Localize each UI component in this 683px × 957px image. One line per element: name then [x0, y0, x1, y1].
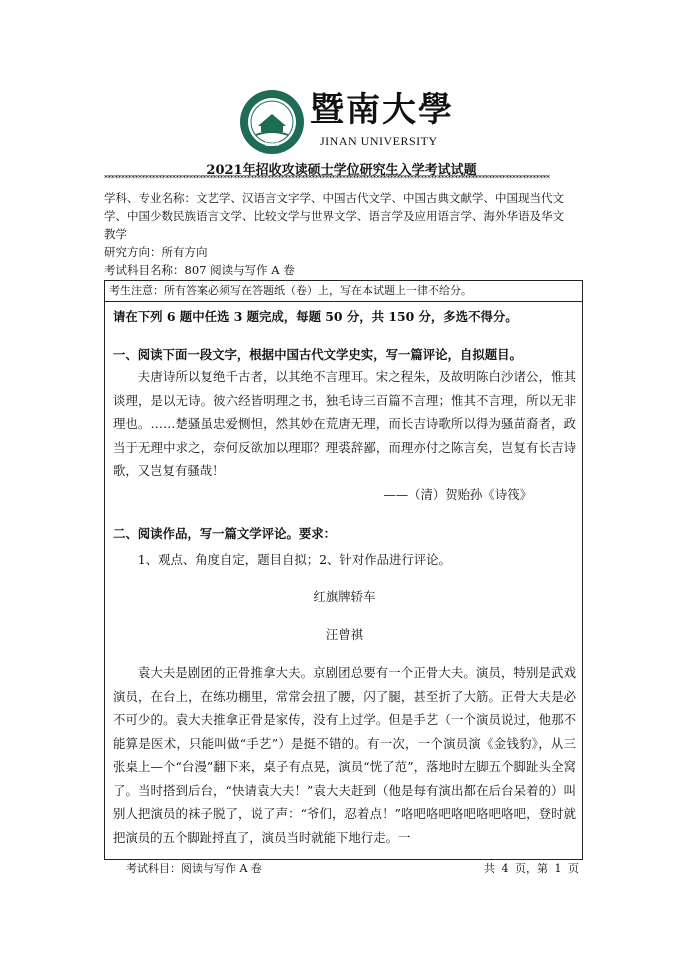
majors-line-1: 学科、专业名称：文艺学、汉语言文字学、中国古代文学、中国古典文献学、中国现当代文 — [104, 191, 564, 205]
exam-meta — [104, 189, 584, 279]
work-text: 袁大夫是剧团的正骨推拿大夫。京剧团总要有一个正骨大夫。演员，特别是武戏演员，在台上，在练功棚里，常常会扭了腰，闪了腿，甚至折了大筋。正骨大夫是必不可少的。袁大夫推拿正骨是家传，没有上过学。但是手艺（一个演员说过，他那不能算是医术，只能叫做“手艺”）是挺不错的。有一次，一个演员演《金钱豹》，从三张桌上—个“台漫”翻下来，桌子有点晃，演员“恍了范”，落地时左脚五个脚趾头全窝了。当时搭到后台，“快请袁大夫！”袁大夫赶到（他是每有演出都在后台呆着的）叫别人把演员的袜子脱了，说了声：“爷们，忍着点！”咯吧咯吧咯吧咯吧咯吧，登时就把演员的五个脚趾捋直了，演员当时就能下地行走。一 — [113, 665, 576, 845]
question-2-requirements: 1、观点、角度自定，题目自拟；2、针对作品进行评论。 — [137, 551, 451, 567]
instructions: 请在下列 6 题中任选 3 题完成，每题 50 分，共 150 分，多选不得分。 — [113, 309, 518, 324]
question-1-passage: 夫唐诗所以复绝千古者，以其绝不言理耳。宋之程朱，及故明陈白沙诸公，惟其谈理，是以无诗。彼六经皆明理之书，独毛诗三百篇不言理；惟其不言理，所以无非理也。……楚骚虽忠爱恻怛，然其妙在荒唐无理，而长吉诗歌所以得为骚苗裔者，政当于无理中求之，奈何反欲加以理耶？理裘辞鄙，而理亦付之陈言矣，岂复有长吉诗歌，又岂复有骚哉！ — [113, 369, 576, 478]
candidate-notice: 考生注意：所有答案必须写在答题纸（卷）上，写在本试题上一律不给分。 — [105, 281, 582, 302]
work-author: 汪曾祺 — [325, 627, 364, 642]
question-1-heading: 一、阅读下面一段文字，根据中国古代文学史实，写一篇评论，自拟题目。 — [113, 347, 522, 362]
question-2-heading: 二、阅读作品，写一篇文学评论。要求： — [113, 525, 337, 541]
question-content — [105, 307, 582, 849]
total-label: 共 — [484, 862, 495, 875]
pages-label: 页，第 — [515, 862, 548, 875]
divider-stars: *********************************************************************************************************************************** — [104, 175, 550, 183]
footer-subject: 考试科目：阅读与写作 A 卷 — [126, 862, 262, 875]
current-page: 1 — [554, 862, 562, 875]
exam-subject: 考试科目名称：807 阅读与写作 A 卷 — [104, 263, 295, 277]
university-name-en: JINAN UNIVERSITY — [320, 134, 438, 148]
majors-line-2: 学、中国少数民族语言文学、比较文学与世界文学、语言学及应用语言学、海外华语及华文 — [104, 209, 564, 223]
seal-year: 1906 — [264, 141, 280, 148]
total-pages: 4 — [501, 862, 509, 875]
university-name-cn: 暨南大學 — [310, 90, 454, 130]
majors-line-3: 教学 — [104, 227, 127, 241]
university-logo — [238, 88, 454, 158]
research-direction: 研究方向：所有方向 — [104, 245, 208, 259]
university-seal-icon — [238, 88, 306, 156]
question-1-source: ——（清）贺贻孙《诗筏》 — [383, 486, 532, 502]
exam-title: 2021年招收攻读硕士学位研究生入学考试试题 — [206, 163, 477, 178]
work-title: 红旗牌轿车 — [313, 589, 376, 604]
page-indicator — [481, 862, 579, 876]
page-suffix: 页 — [568, 862, 579, 875]
question-box — [104, 280, 583, 860]
